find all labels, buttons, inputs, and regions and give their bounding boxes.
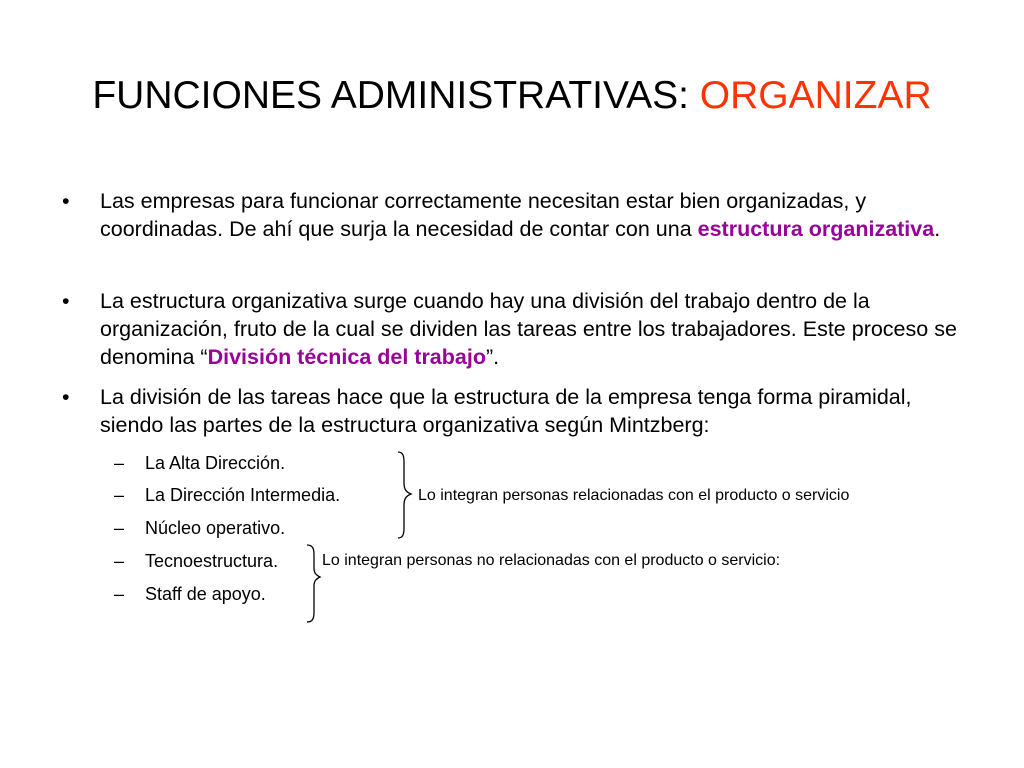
brace-unrelated [307,545,320,622]
bullet-dot: • [62,385,70,409]
bullet-2-after: ”. [485,345,500,369]
bullet-dot: • [62,289,70,313]
bullet-3-text: La división de las tareas hace que la estructura de la empresa tenga forma piramidal, siendo las partes de la estructura organizativa según Mintzberg: [100,385,912,437]
bullet-2-before: La estructura organizativa surge cuando hay una división del trabajo dentro de la organización, fruto de la cual se dividen las tareas entre los trabajadores. Este proceso se denomina “ [100,289,957,369]
highlight-estructura-organizativa: estructura organizativa [697,217,935,241]
title-main: FUNCIONES ADMINISTRATIVAS: [92,74,700,117]
sub-dash: – [114,485,125,505]
bullet-1-before: Las empresas para funcionar correctamente necesitan estar bien organizadas, y coordinadas. De ahí que surja la necesidad de contar con una [100,189,867,241]
sub-dash: – [114,453,125,473]
sub-item-label: La Alta Dirección. [145,453,286,473]
bullet-dot: • [62,189,70,213]
bullet-1-after: . [934,217,941,241]
brace-related [398,452,411,538]
highlight-division-tecnica: División técnica del trabajo [207,345,486,369]
sub-item-label: La Dirección Intermedia. [145,485,341,505]
sub-dash: – [114,551,125,571]
sub-dash: – [114,518,125,538]
sub-item-label: Núcleo operativo. [145,518,286,538]
sub-item-label: Staff de apoyo. [145,584,266,604]
title-accent: ORGANIZAR [699,74,932,117]
note-unrelated: Lo integran personas no relacionadas con el producto o servicio: [322,552,781,569]
sub-dash: – [114,584,125,604]
sub-item-label: Tecnoestructura. [145,551,279,571]
note-related: Lo integran personas relacionadas con el producto o servicio [418,487,850,504]
